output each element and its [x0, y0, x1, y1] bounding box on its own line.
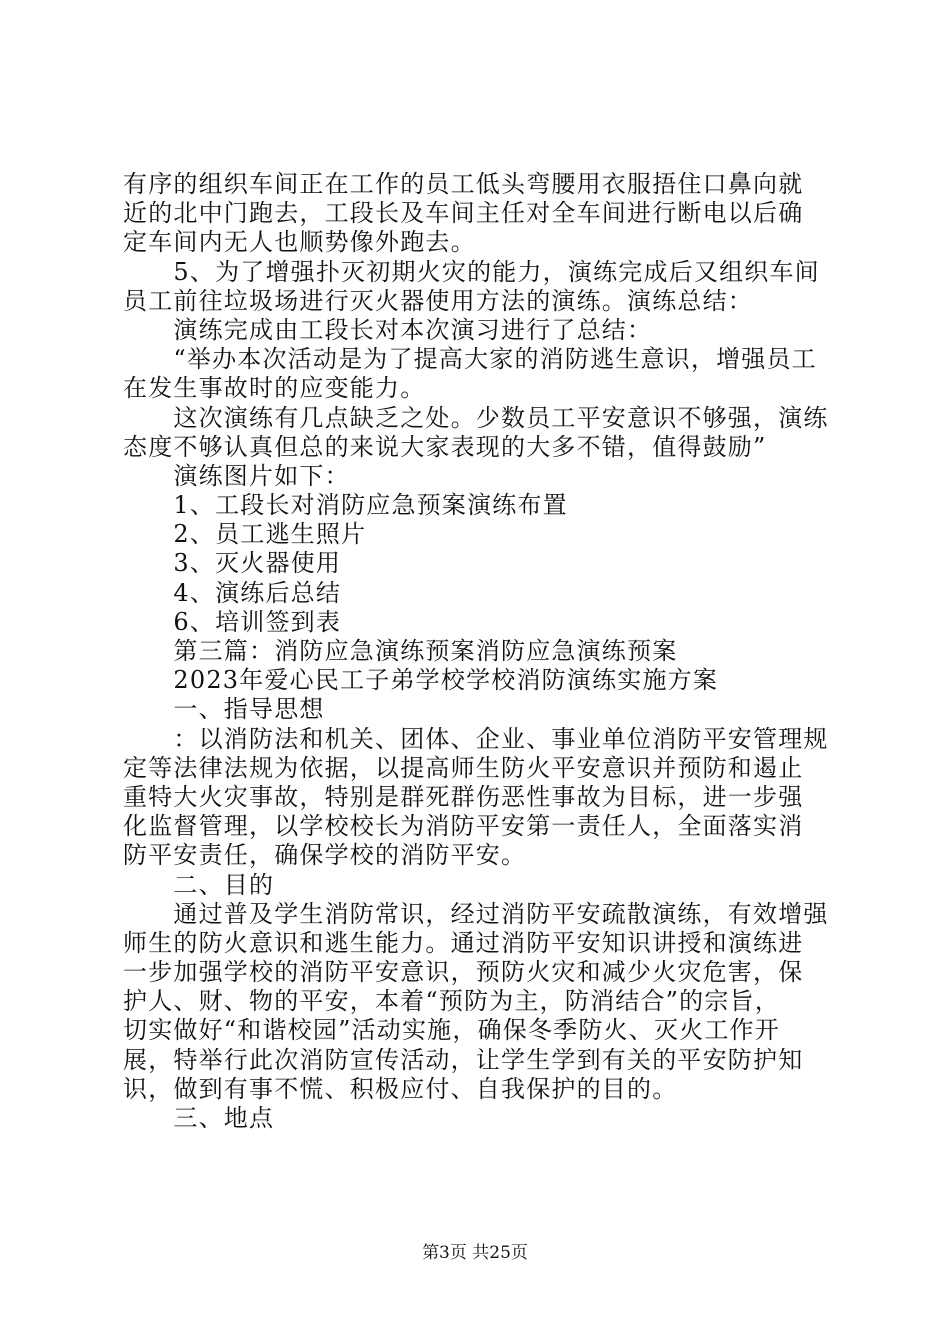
text-line: 5、为了增强扑灭初期火灾的能力，演练完成后又组织车间	[123, 257, 820, 286]
document-body	[123, 170, 833, 1133]
text-line: 通过普及学生消防常识，经过消防平安疏散演练，有效增强	[123, 899, 829, 928]
text-line: 演练完成由工段长对本次演习进行了总结：	[123, 315, 653, 344]
text-line: 防平安责任，确保学校的消防平安。	[123, 841, 527, 870]
text-line: 一、指导思想	[123, 695, 325, 724]
text-line: 定等法律法规为依据，以提高师生防火平安意识并预防和遏止	[123, 753, 804, 782]
text-line: 演练图片如下：	[123, 461, 350, 490]
text-line: ：以消防法和机关、团体、企业、事业单位消防平安管理规	[123, 724, 829, 753]
text-line: 员工前往垃圾场进行灭火器使用方法的演练。演练总结：	[123, 286, 753, 315]
text-line: 二、目的	[123, 870, 275, 899]
text-line: 化监督管理，以学校校长为消防平安第一责任人，全面落实消	[123, 812, 804, 841]
page-footer	[0, 1243, 950, 1263]
text-line: 有序的组织车间正在工作的员工低头弯腰用衣服捂住口鼻向就	[123, 170, 804, 198]
text-line: 一步加强学校的消防平安意识，预防火灾和减少火灾危害，保	[123, 958, 804, 987]
text-line: 第三篇：消防应急演练预案消防应急演练预案	[123, 637, 678, 665]
text-line: 展，特举行此次消防宣传活动，让学生学到有关的平安防护知	[123, 1045, 804, 1074]
text-line: 4、演练后总结	[123, 578, 342, 607]
text-line: 近的北中门跑去，工段长及车间主任对全车间进行断电以后确	[123, 199, 804, 228]
text-line: 重特大火灾事故，特别是群死群伤恶性事故为目标，进一步强	[123, 782, 804, 811]
text-line: 切实做好“和谐校园”活动实施，确保冬季防火、灭火工作开	[123, 1016, 780, 1045]
text-line: 这次演练有几点缺乏之处。少数员工平安意识不够强，演练	[123, 403, 829, 432]
text-line: 护人、财、物的平安，本着“预防为主，防消结合”的宗旨，	[123, 987, 780, 1016]
text-line: 三、地点	[123, 1104, 275, 1132]
text-line: 识，做到有事不慌、积极应付、自我保护的目的。	[123, 1074, 678, 1103]
text-line: 态度不够认真但总的来说大家表现的大多不错，值得鼓励”	[123, 432, 767, 461]
text-line: 3、灭火器使用	[123, 549, 342, 578]
text-line: 师生的防火意识和逃生能力。通过消防平安知识讲授和演练进	[123, 928, 804, 957]
text-line: 定车间内无人也顺势像外跑去。	[123, 228, 476, 257]
text-line: 6、培训签到表	[123, 607, 342, 636]
text-line: 2023年爱心民工子弟学校学校消防演练实施方案	[123, 666, 719, 695]
text-line: 1、工段长对消防应急预案演练布置	[123, 491, 568, 520]
text-line: “举办本次活动是为了提高大家的消防逃生意识，增强员工	[123, 345, 817, 374]
text-line: 在发生事故时的应变能力。	[123, 374, 426, 403]
page-number-label: 第3页 共25页	[422, 1243, 528, 1263]
text-line: 2、员工逃生照片	[123, 520, 367, 549]
